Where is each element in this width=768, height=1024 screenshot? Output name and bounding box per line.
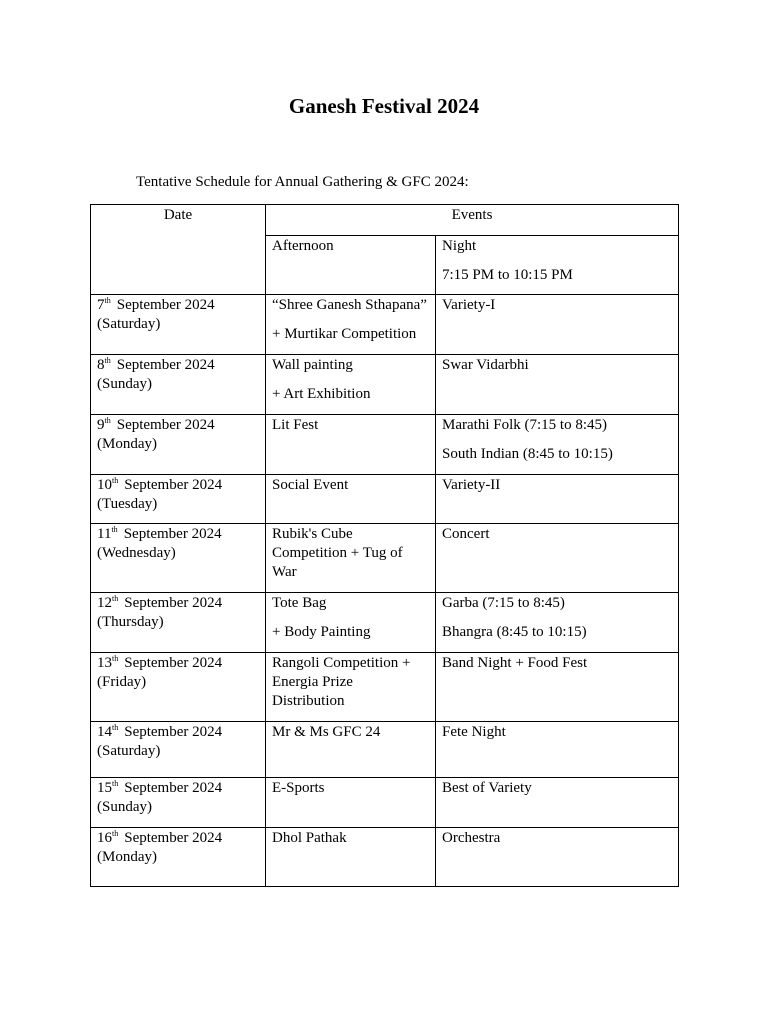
afternoon-cell [266, 524, 436, 593]
night-header-label: Night [442, 238, 477, 254]
afternoon-event: E-Sports [272, 780, 325, 796]
night-cell [436, 778, 679, 828]
weekday: (Monday) [97, 849, 157, 865]
schedule-row [91, 415, 679, 475]
weekday: (Saturday) [97, 743, 161, 759]
night-cell [436, 593, 679, 653]
afternoon-cell [266, 355, 436, 415]
schedule-row [91, 653, 679, 722]
schedule-subtitle: Tentative Schedule for Annual Gathering & GFC 2024: [136, 174, 469, 190]
date-line [97, 723, 259, 742]
schedule-row [91, 295, 679, 355]
date-line [97, 476, 259, 495]
night-cell [436, 828, 679, 887]
month-year: September 2024 [124, 595, 223, 611]
header-row [91, 205, 679, 236]
day-suffix: th [111, 525, 118, 534]
night-event: Marathi Folk (7:15 to 8:45) [442, 417, 607, 433]
date-line [97, 525, 259, 544]
day-suffix: th [104, 356, 111, 365]
night-event: Fete Night [442, 724, 506, 740]
afternoon-cell [266, 475, 436, 524]
weekday: (Tuesday) [97, 496, 158, 512]
afternoon-cell [266, 653, 436, 722]
night-event: South Indian (8:45 to 10:15) [442, 446, 613, 462]
month-year: September 2024 [116, 297, 215, 313]
afternoon-event: + Art Exhibition [272, 386, 371, 402]
date-line [97, 594, 259, 613]
date-cell [91, 415, 266, 475]
date-cell [91, 593, 266, 653]
afternoon-event: Social Event [272, 477, 349, 493]
date-line [97, 654, 259, 673]
night-event: Orchestra [442, 830, 501, 846]
date-line [97, 416, 259, 435]
afternoon-event: + Body Painting [272, 624, 371, 640]
schedule-table [90, 204, 679, 887]
afternoon-event: Tote Bag [272, 595, 327, 611]
schedule-row [91, 524, 679, 593]
date-cell [91, 653, 266, 722]
night-cell [436, 524, 679, 593]
afternoon-event: + Murtikar Competition [272, 326, 417, 342]
month-year: September 2024 [116, 417, 215, 433]
weekday: (Sunday) [97, 799, 152, 815]
schedule-row [91, 355, 679, 415]
day-number: 15 [97, 780, 112, 796]
date-cell [91, 355, 266, 415]
date-cell [91, 722, 266, 778]
date-cell [91, 778, 266, 828]
month-year: September 2024 [124, 477, 223, 493]
date-line [97, 296, 259, 315]
night-event: Variety-I [442, 297, 496, 313]
day-suffix: th [112, 654, 119, 663]
night-event: Best of Variety [442, 780, 532, 796]
afternoon-cell [266, 778, 436, 828]
date-line [97, 829, 259, 848]
month-year: September 2024 [124, 830, 223, 846]
day-suffix: th [112, 829, 119, 838]
date-cell [91, 295, 266, 355]
afternoon-event: Rubik's Cube Competition + Tug of War [272, 526, 403, 580]
afternoon-cell [266, 415, 436, 475]
day-suffix: th [104, 296, 111, 305]
night-event: Concert [442, 526, 490, 542]
afternoon-event: Rangoli Competition + Energia Prize Distribution [272, 655, 411, 709]
month-year: September 2024 [124, 780, 223, 796]
afternoon-event: Lit Fest [272, 417, 319, 433]
weekday: (Friday) [97, 674, 147, 690]
afternoon-event: “Shree Ganesh Sthapana” [272, 297, 427, 313]
date-line [97, 779, 259, 798]
night-header-time: 7:15 PM to 10:15 PM [442, 267, 573, 283]
day-number: 13 [97, 655, 112, 671]
night-event: Variety-II [442, 477, 501, 493]
schedule-row [91, 475, 679, 524]
night-cell [436, 722, 679, 778]
night-event: Bhangra (8:45 to 10:15) [442, 624, 587, 640]
night-cell [436, 355, 679, 415]
night-cell [436, 475, 679, 524]
day-number: 8 [97, 357, 105, 373]
day-suffix: th [104, 416, 111, 425]
date-cell [91, 524, 266, 593]
day-number: 14 [97, 724, 112, 740]
day-suffix: th [112, 594, 119, 603]
weekday: (Thursday) [97, 614, 164, 630]
month-year: September 2024 [116, 357, 215, 373]
night-event: Swar Vidarbhi [442, 357, 529, 373]
day-number: 9 [97, 417, 105, 433]
schedule-row [91, 778, 679, 828]
afternoon-header-label: Afternoon [272, 238, 334, 254]
day-number: 11 [97, 526, 112, 542]
day-number: 10 [97, 477, 112, 493]
weekday: (Saturday) [97, 316, 161, 332]
date-line [97, 356, 259, 375]
weekday: (Monday) [97, 436, 157, 452]
night-header [436, 236, 679, 295]
afternoon-cell [266, 722, 436, 778]
day-number: 12 [97, 595, 112, 611]
document-title: Ganesh Festival 2024 [288, 94, 480, 118]
day-number: 16 [97, 830, 112, 846]
day-suffix: th [112, 779, 119, 788]
afternoon-event: Dhol Pathak [272, 830, 347, 846]
schedule-row [91, 722, 679, 778]
weekday: (Wednesday) [97, 545, 176, 561]
month-year: September 2024 [124, 724, 223, 740]
night-event: Garba (7:15 to 8:45) [442, 595, 565, 611]
afternoon-cell [266, 828, 436, 887]
month-year: September 2024 [123, 526, 222, 542]
day-number: 7 [97, 297, 105, 313]
schedule-row [91, 828, 679, 887]
afternoon-cell [266, 593, 436, 653]
afternoon-event: Wall painting [272, 357, 353, 373]
night-cell [436, 653, 679, 722]
night-cell [436, 415, 679, 475]
date-header: Date [91, 205, 266, 295]
afternoon-cell [266, 295, 436, 355]
date-cell [91, 828, 266, 887]
date-cell [91, 475, 266, 524]
weekday: (Sunday) [97, 376, 152, 392]
afternoon-header [266, 236, 436, 295]
day-suffix: th [112, 723, 119, 732]
month-year: September 2024 [124, 655, 223, 671]
night-cell [436, 295, 679, 355]
schedule-row [91, 593, 679, 653]
afternoon-event: Mr & Ms GFC 24 [272, 724, 381, 740]
night-event: Band Night + Food Fest [442, 655, 588, 671]
day-suffix: th [112, 476, 119, 485]
events-header: Events [266, 205, 679, 236]
